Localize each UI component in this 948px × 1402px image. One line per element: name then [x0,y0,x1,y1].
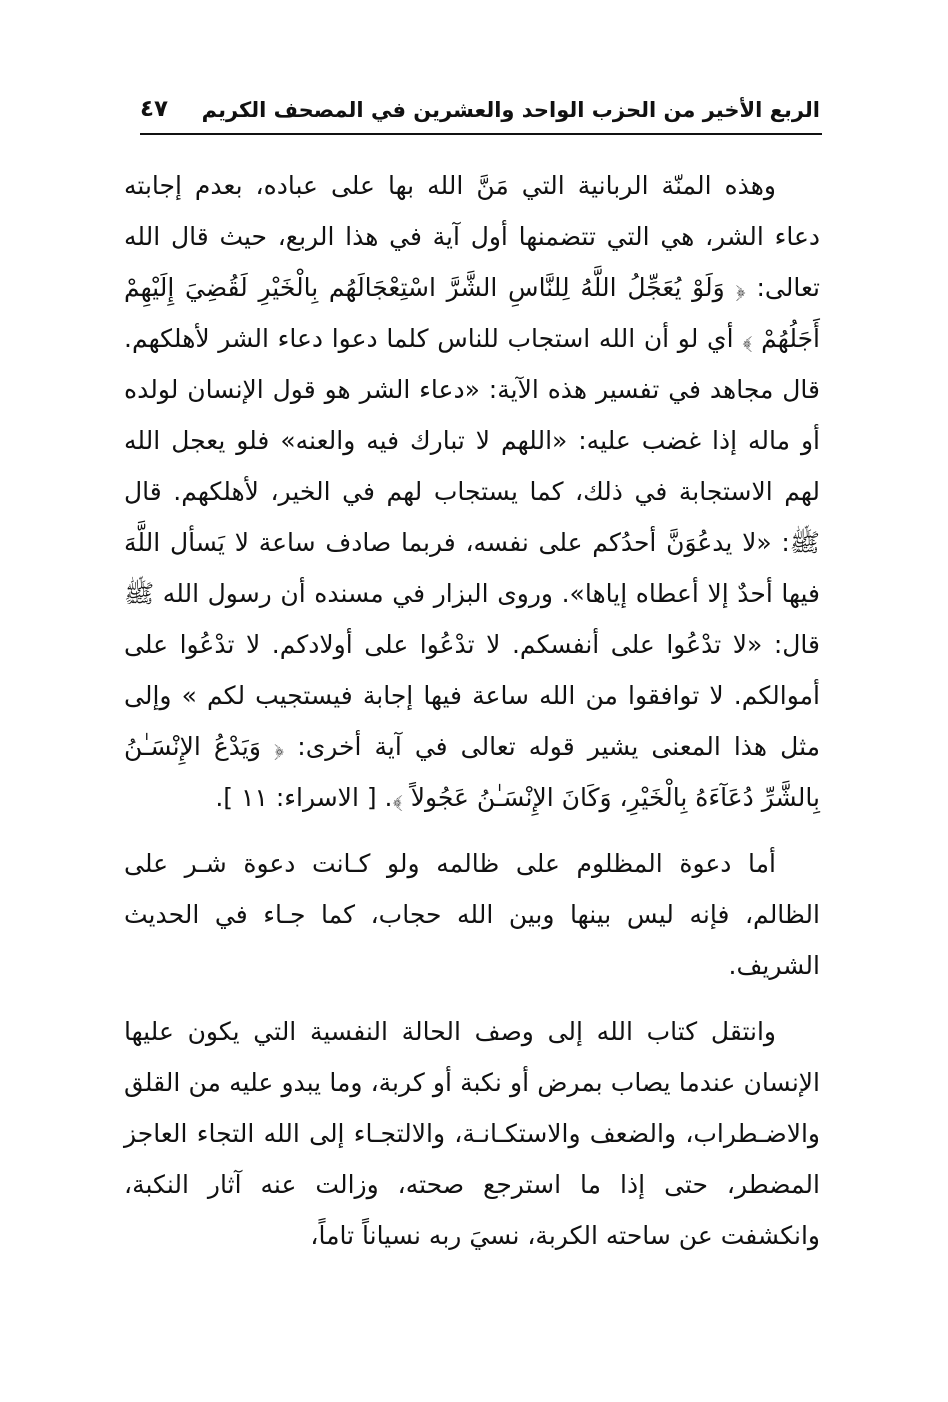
paragraph-2: أما دعوة المظلوم على ظالمه ولو كـانت دعوة شـر على الظالم، فإنه ليس بينها وبين الله حجاب، كما جـاء في الحديث الشريف. [124,849,820,980]
paragraph-3: وانتقل كتاب الله إلى وصف الحالة النفسية التي يكون عليها الإنسان عندما يصاب بمرض أو نكبة أو كربة، وما يبدو عليه من القلق والاضـطراب، والضعف والاستكـانـة، والالتجـاء إلى الله التجاء العاجز المضطر، حتى إذا ما استرجع صحته، وزالت عنه آثار النكبة، وانكشفت عن ساحته الكربة، نسيَ ربه نسياناً تاماً، [124,1017,820,1250]
page-number: ٤٧ [140,96,169,122]
page-header [140,90,820,130]
running-title: الربع الأخير من الحزب الواحد والعشرين في المصحف الكريم [201,98,820,122]
paragraph-1: وهذه المنّة الربانية التي مَنَّ الله بها على عباده، بعدم إجابته دعاء الشر، هي التي تتضمنها أول آية في هذا الربع، حيث قال الله تعالى: ﴿ وَلَوْ يُعَجِّلُ اللَّهُ لِلنَّاسِ الشَّرَّ اسْتِعْجَالَهُم بِالْخَيْرِ لَقُضِيَ إِلَيْهِمْ أَجَلُهُمْ ﴾ أي لو أن الله استجاب للناس كلما دعوا دعاء الشر لأهلكهم. قال مجاهد في تفسير هذه الآية: «دعاء الشر هو قول الإنسان لولده أو ماله إذا غضب عليه: «اللهم لا تبارك فيه والعنه» فلو يعجل الله لهم الاستجابة في ذلك، كما يستجاب لهم في الخير، لأهلكهم. قال ﷺ: «لا يدعُوَنَّ أحدُكم على نفسه، فربما صادف ساعة لا يَسأل اللَّهَ فيها أحدٌ إلا أعطاه إياها». وروى البزار في مسنده أن رسول الله ﷺ قال: «لا تدْعُوا على أنفسكم. لا تدْعُوا على أولادكم. لا تدْعُوا على أموالكم. لا توافقوا من الله ساعة فيها إجابة فيستجيب لكم » وإلى مثل هذا المعنى يشير قوله تعالى في آية أخرى: ﴿ وَيَدْعُ الإِنْسَـٰنُ بِالشَّرِّ دُعَآءَهُ بِالْخَيْرِ، وَكَانَ الإِنْسَـٰنُ عَجُولاً ﴾. [ الاسراء: ١١ ]. [124,171,820,812]
header-rule [140,133,822,135]
body-text [124,160,820,1261]
